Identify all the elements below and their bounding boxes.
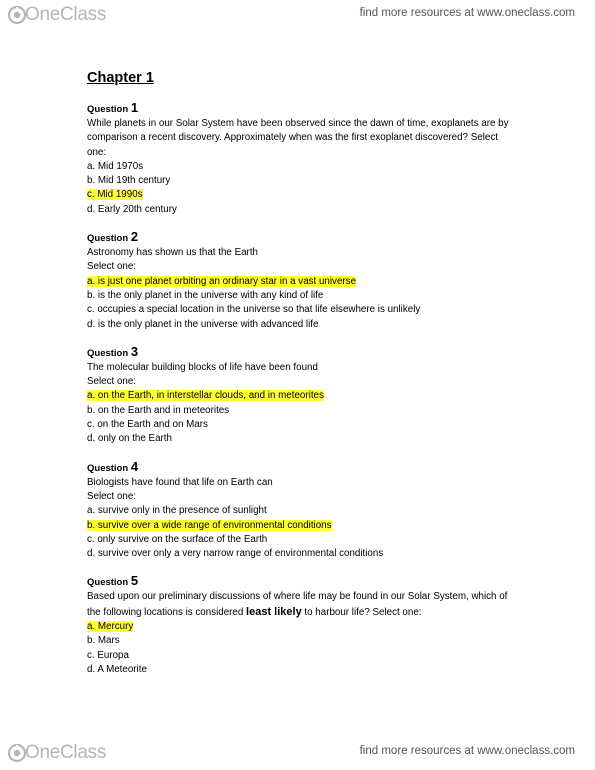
brand-name: OneClass	[25, 4, 107, 25]
answer-option-text: d. is the only planet in the universe with advanced life	[87, 318, 319, 330]
answer-option-highlighted	[87, 519, 537, 533]
answer-option-text: c. Europa	[87, 649, 129, 661]
question-text: comparison a recent discovery. Approximately when was the first exoplanet discovered? Select	[87, 132, 498, 144]
answer-option-text: a. survive only in the presence of sunlight	[87, 505, 267, 517]
question-heading	[87, 230, 537, 246]
answer-option-text: b. on the Earth and in meteorites	[87, 404, 230, 416]
answer-option	[87, 318, 537, 332]
answer-option	[87, 663, 537, 677]
answer-option-text: c. on the Earth and on Mars	[87, 419, 208, 431]
question-text	[87, 605, 537, 620]
answer-option-text: a. on the Earth, in interstellar clouds, and in meteorites	[87, 390, 324, 402]
answer-option-text: a. Mid 1970s	[87, 160, 144, 172]
oneclass-logo-footer[interactable]	[6, 742, 106, 764]
resources-link[interactable]: find more resources at www.oneclass.com	[359, 7, 575, 19]
answer-option	[87, 174, 537, 188]
answer-option	[87, 649, 537, 663]
question-emphasis: least likely	[246, 605, 302, 618]
answer-option-text: b. survive over a wide range of environmental conditions	[87, 519, 332, 531]
answer-option	[87, 432, 537, 446]
answer-option	[87, 418, 537, 432]
oneclass-logo[interactable]	[6, 4, 106, 26]
question-text: Astronomy has shown us that the Earth	[87, 247, 258, 259]
question-text: While planets in our Solar System have been observed since the dawn of time, exoplanets are by	[87, 118, 509, 129]
answer-option	[87, 160, 537, 174]
question-label: Question	[87, 577, 129, 589]
question-number: 3	[130, 343, 139, 359]
question-text-part: to harbour life? Select one:	[301, 606, 422, 618]
answer-option	[87, 504, 537, 518]
question-number: 2	[130, 229, 139, 245]
question-heading	[87, 574, 537, 590]
chapter-title: Chapter 1	[87, 70, 154, 86]
answer-option-text: d. A Meteorite	[87, 663, 147, 675]
question-block	[87, 101, 537, 217]
question-block	[87, 460, 537, 562]
question-label: Question	[87, 233, 129, 245]
bottom-banner	[0, 738, 595, 768]
answer-option-text: d. Early 20th century	[87, 203, 177, 215]
question-block	[87, 230, 537, 332]
question-list	[87, 101, 537, 677]
answer-option	[87, 303, 537, 317]
answer-option	[87, 634, 537, 648]
resources-link-footer[interactable]: find more resources at www.oneclass.com	[359, 745, 575, 757]
answer-option	[87, 533, 537, 547]
answer-option	[87, 203, 537, 217]
answer-option-highlighted	[87, 620, 537, 634]
answer-option-text: a. Mercury	[87, 621, 134, 633]
question-label: Question	[87, 462, 129, 474]
question-number: 5	[130, 573, 139, 589]
document-body	[87, 70, 537, 690]
question-label: Question	[87, 347, 129, 359]
answer-option-text: a. is just one planet orbiting an ordinary star in a vast universe	[87, 275, 357, 287]
answer-option-text: b. Mid 19th century	[87, 175, 171, 187]
answer-option-text: c. Mid 1990s	[87, 189, 143, 201]
answer-option-text: d. survive over only a very narrow range of environmental conditions	[87, 548, 384, 560]
question-text: Based upon our preliminary discussions of where life may be found in our Solar System, which of	[87, 591, 508, 603]
question-text: Select one:	[87, 490, 137, 502]
question-text: The molecular building blocks of life have been found	[87, 361, 318, 373]
question-heading	[87, 460, 537, 476]
question-block	[87, 345, 537, 447]
question-label: Question	[87, 104, 129, 115]
question-heading	[87, 345, 537, 361]
question-block	[87, 574, 537, 677]
question-text: one:	[87, 146, 107, 158]
answer-option-text: c. occupies a special location in the universe so that life elsewhere is unlikely	[87, 304, 421, 316]
answer-option	[87, 404, 537, 418]
answer-option	[87, 547, 537, 561]
brand-name-footer: OneClass	[25, 742, 107, 763]
question-text: Select one:	[87, 376, 137, 388]
answer-option-text: c. only survive on the surface of the Earth	[87, 533, 268, 545]
answer-option	[87, 289, 537, 303]
answer-option-highlighted	[87, 275, 537, 289]
question-number: 4	[130, 458, 139, 474]
question-text: Biologists have found that life on Earth can	[87, 476, 273, 488]
top-banner	[0, 0, 595, 30]
question-number: 1	[130, 100, 139, 115]
answer-option-text: b. is the only planet in the universe with any kind of life	[87, 289, 324, 301]
answer-option-highlighted	[87, 389, 537, 403]
question-text: Select one:	[87, 261, 137, 273]
question-heading	[87, 101, 537, 117]
answer-option-highlighted	[87, 188, 537, 202]
question-text-part: the following locations is considered	[87, 606, 247, 618]
answer-option-text: d. only on the Earth	[87, 433, 172, 445]
answer-option-text: b. Mars	[87, 635, 120, 647]
